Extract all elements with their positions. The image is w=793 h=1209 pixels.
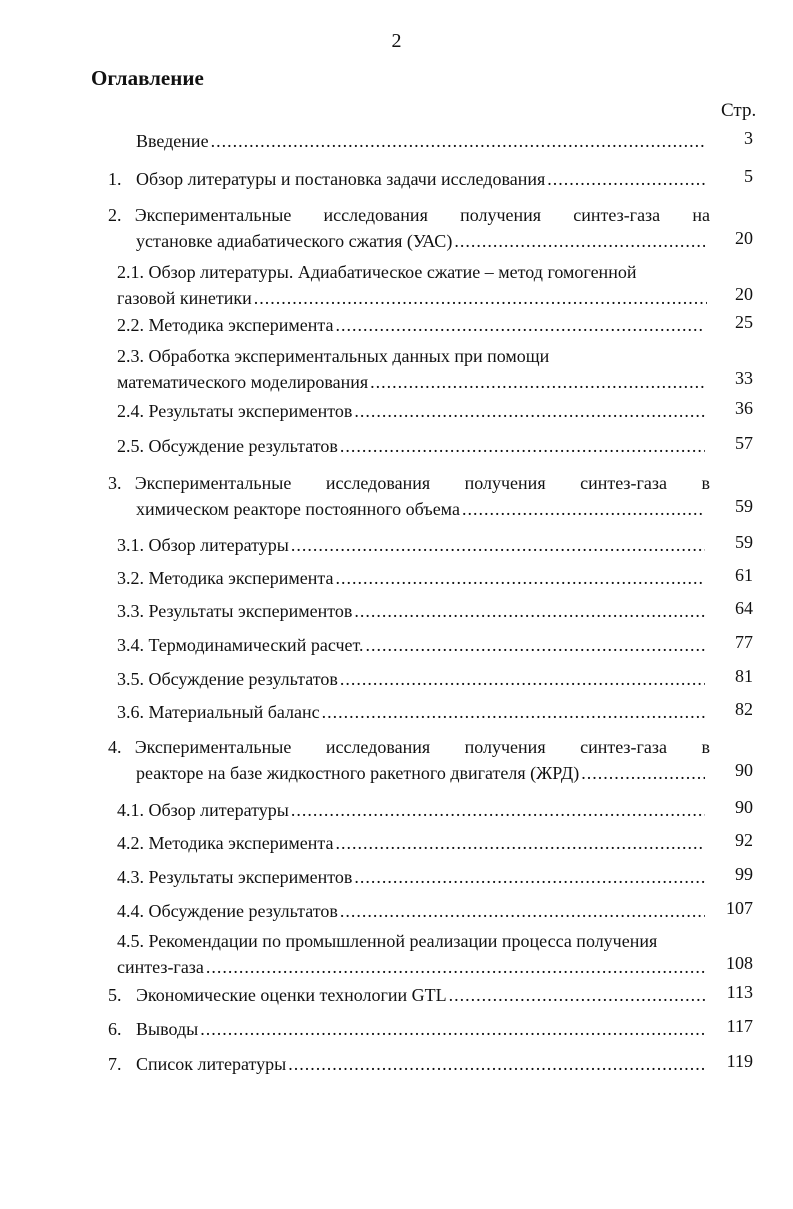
toc-entry-page: 119 <box>726 1051 753 1071</box>
toc-entry-number: 3.5. <box>117 669 144 689</box>
leader-dots <box>354 864 705 890</box>
leader-dots <box>354 598 705 624</box>
toc-entry-page: 25 <box>735 312 753 332</box>
leader-dots <box>288 1051 705 1077</box>
page-number: 2 <box>391 30 402 52</box>
pages-column-header: Стр. <box>721 100 757 121</box>
toc-entry[interactable] <box>108 166 705 192</box>
toc-entry-page: 57 <box>735 433 753 453</box>
toc-entry[interactable] <box>117 259 707 311</box>
leader-dots <box>335 830 705 856</box>
toc-entry-number: 3.1. <box>117 535 144 555</box>
leader-dots <box>547 166 705 192</box>
leader-dots <box>254 285 707 311</box>
toc-entry-page: 108 <box>726 953 753 973</box>
toc-entry[interactable] <box>108 202 710 254</box>
toc-entry-number: 4.5. <box>117 931 144 951</box>
toc-entry-number: 2.1. <box>117 262 144 282</box>
toc-entry[interactable] <box>117 797 705 823</box>
toc-entry-number: 4.1. <box>117 800 144 820</box>
leader-dots <box>354 398 705 424</box>
toc-entry-text: Результаты экспериментов <box>148 601 353 621</box>
leader-dots <box>462 496 705 522</box>
toc-entry-text: математического моделирования <box>117 372 369 392</box>
toc-entry-page: 59 <box>735 532 753 552</box>
toc-entry-number: 2.5. <box>117 436 144 456</box>
toc-entry-number: 3.2. <box>117 568 144 588</box>
leader-dots <box>200 1016 705 1042</box>
toc-entry[interactable] <box>117 343 705 395</box>
toc-entry-text: Обзор литературы и постановка задачи исследования <box>136 169 546 189</box>
toc-entry[interactable] <box>117 565 705 591</box>
toc-entry-text: установке адиабатического сжатия (УАС) <box>136 231 453 251</box>
toc-entry[interactable] <box>108 1051 705 1077</box>
toc-entry-page: 82 <box>735 699 753 719</box>
toc-entry-text: Результаты экспериментов <box>148 401 353 421</box>
toc-entry-number: 4. <box>108 737 122 757</box>
toc-entry[interactable] <box>117 699 705 725</box>
leader-dots <box>340 666 705 692</box>
toc-entry-text: Обзор литературы <box>148 535 289 555</box>
toc-entry-page: 61 <box>735 565 753 585</box>
leader-dots <box>340 898 705 924</box>
toc-entry[interactable] <box>117 632 705 658</box>
toc-entry-text: реакторе на базе жидкостного ракетного двигателя (ЖРД) <box>136 763 580 783</box>
toc-title: Оглавление <box>91 66 204 90</box>
toc-entry[interactable] <box>117 666 705 692</box>
leader-dots <box>291 532 705 558</box>
toc-entry-number: 2.2. <box>117 315 144 335</box>
toc-entry-text: Обзор литературы. Адиабатическое сжатие – метод гомогенной <box>148 262 637 282</box>
toc-entry-page: 81 <box>735 666 753 686</box>
toc-entry[interactable] <box>117 928 707 980</box>
toc-entry-text: синтез-газа <box>117 957 204 977</box>
toc-entry[interactable] <box>117 830 705 856</box>
toc-entry-page: 99 <box>735 864 753 884</box>
toc-entry-page: 59 <box>735 496 753 516</box>
toc-entry-text: Методика эксперимента <box>148 833 334 853</box>
toc-entry-text: Рекомендации по промышленной реализации процесса получения <box>148 931 658 951</box>
leader-dots <box>206 954 707 980</box>
toc-entry-page: 77 <box>735 632 753 652</box>
leader-dots <box>454 228 705 254</box>
toc-entry[interactable] <box>117 433 705 459</box>
toc-entry-text: Обсуждение результатов <box>148 669 338 689</box>
leader-dots <box>322 699 705 725</box>
leader-dots <box>335 565 705 591</box>
toc-entry[interactable] <box>108 734 710 786</box>
toc-entry[interactable] <box>108 470 710 522</box>
toc-entry-text: Экономические оценки технологии GTL <box>136 985 447 1005</box>
toc-entry-number: 3.6. <box>117 702 144 722</box>
toc-entry-number: 4.2. <box>117 833 144 853</box>
toc-entry-text: Обсуждение результатов <box>148 436 338 456</box>
leader-dots <box>340 433 705 459</box>
toc-entry-number: 4.4. <box>117 901 144 921</box>
toc-entry-page: 90 <box>735 797 753 817</box>
toc-entry[interactable] <box>117 312 705 338</box>
toc-entry[interactable] <box>117 398 705 424</box>
toc-entry-page: 33 <box>735 368 753 388</box>
toc-entry-text: Выводы <box>136 1019 199 1039</box>
toc-entry-page: 20 <box>735 284 753 304</box>
toc-entry-page: 117 <box>726 1016 753 1036</box>
toc-entry-text: Экспериментальные исследования получения синтез-газа на <box>134 205 710 225</box>
leader-dots <box>291 797 705 823</box>
toc-entry-number: 2.3. <box>117 346 144 366</box>
toc-entry-page: 113 <box>726 982 753 1002</box>
leader-dots <box>366 632 706 658</box>
toc-entry-text: Введение <box>136 131 209 151</box>
toc-entry-text: Методика эксперимента <box>148 568 334 588</box>
toc-entry-text: Методика эксперимента <box>148 315 334 335</box>
toc-entry-number: 6. <box>108 1019 122 1039</box>
toc-entry-text: химическом реакторе постоянного объема <box>136 499 460 519</box>
toc-entry-text: Обработка экспериментальных данных при помощи <box>148 346 550 366</box>
toc-entry[interactable] <box>117 898 705 924</box>
toc-entry-page: 90 <box>735 760 753 780</box>
toc-entry-number: 5. <box>108 985 122 1005</box>
toc-entry[interactable] <box>117 532 705 558</box>
toc-entry-text: Список литературы <box>136 1054 287 1074</box>
toc-entry-number: 2. <box>108 205 122 225</box>
toc-entry-page: 36 <box>735 398 753 418</box>
toc-entry-number: 3. <box>108 473 122 493</box>
leader-dots <box>211 128 705 154</box>
leader-dots <box>581 760 705 786</box>
toc-entry-text: Экспериментальные исследования получения синтез-газа в <box>134 473 710 493</box>
toc-entry[interactable] <box>108 982 705 1008</box>
toc-entry-page: 3 <box>744 128 753 148</box>
toc-entry-page: 64 <box>735 598 753 618</box>
toc-entry[interactable] <box>108 1016 705 1042</box>
toc-entry-page: 107 <box>726 898 753 918</box>
toc-entry[interactable] <box>136 128 705 154</box>
toc-entry-page: 5 <box>744 166 753 186</box>
toc-entry-text: Результаты экспериментов <box>148 867 353 887</box>
toc-entry-page: 20 <box>735 228 753 248</box>
toc-entry-text: Термодинамический расчет. <box>148 635 364 655</box>
leader-dots <box>370 369 705 395</box>
toc-entry-text: Экспериментальные исследования получения синтез-газа в <box>134 737 710 757</box>
toc-entry[interactable] <box>117 598 705 624</box>
toc-entry-number: 2.4. <box>117 401 144 421</box>
leader-dots <box>335 312 705 338</box>
toc-entry-text: газовой кинетики <box>117 288 252 308</box>
toc-entry-number: 1. <box>108 169 122 189</box>
toc-entry-number: 4.3. <box>117 867 144 887</box>
toc-entry[interactable] <box>117 864 705 890</box>
toc-entry-number: 3.3. <box>117 601 144 621</box>
toc-entry-text: Материальный баланс <box>148 702 320 722</box>
toc-entry-page: 92 <box>735 830 753 850</box>
toc-entry-number: 3.4. <box>117 635 144 655</box>
leader-dots <box>449 982 705 1008</box>
toc-entry-number: 7. <box>108 1054 122 1074</box>
toc-entry-text: Обзор литературы <box>148 800 289 820</box>
toc-entry-text: Обсуждение результатов <box>148 901 338 921</box>
